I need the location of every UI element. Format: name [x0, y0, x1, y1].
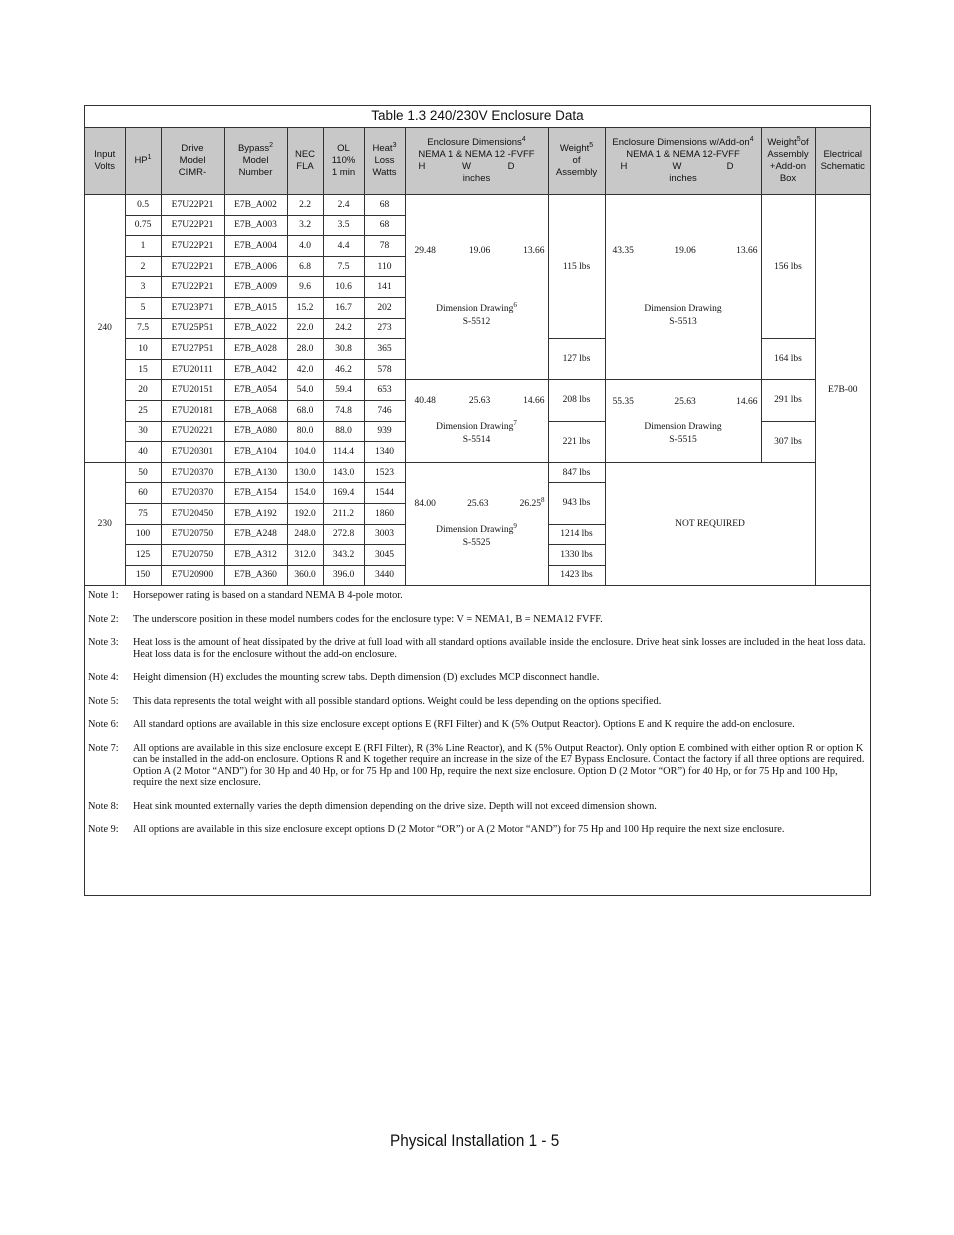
weight-cell: 847 lbs [548, 462, 605, 483]
table-row: 100 E7U20750 E7B_A248 248.0 272.8 3003 1214 lbs [85, 524, 870, 545]
weight-cell: 1330 lbs [548, 545, 605, 566]
table-row: 1 E7U22P21 E7B_A004 4.0 4.4 78 [85, 236, 870, 257]
weight-cell: 1214 lbs [548, 524, 605, 545]
page-footer: Physical Installation 1 - 5 [390, 1131, 560, 1150]
header-enclosure-dimensions: Enclosure Dimensions$^4$ NEMA 1 & NEMA 12 -FVFF H W D inches [405, 128, 548, 195]
weight-cell: 115 lbs [548, 195, 605, 339]
weight-cell: 943 lbs [548, 483, 605, 524]
header-drive-model: Drive Model CIMR- [161, 128, 224, 195]
dimensions-hwd: 29.48 19.06 13.66 [414, 246, 545, 257]
enclosure-data-table [85, 128, 870, 586]
table-row: 15 E7U20111 E7B_A042 42.0 46.2 578 [85, 359, 870, 380]
enclosure-data-table-frame [84, 105, 871, 896]
header-weight-of-assembly: Weight$^5$ of Assembly [548, 128, 605, 195]
addon-weight-cell: 164 lbs [761, 339, 815, 380]
table-caption: Table 1.3 240/230V Enclosure Data [85, 106, 870, 128]
table-row: 240 0.5 E7U22P21 E7B_A002 2.2 2.4 68 29.48 19.06 13.66 Dimension Drawing$^6$ S-5512 115 lbs 43.35 19.06 13.66 Dimension Drawing S-5513 156 lbs E7B-00 [85, 195, 870, 216]
table-row: 125 E7U20750 E7B_A312 312.0 343.2 3045 1330 lbs [85, 545, 870, 566]
table-row: 150 E7U20900 E7B_A360 360.0 396.0 3440 1423 lbs [85, 565, 870, 586]
table-row: 3 E7U22P21 E7B_A009 9.6 10.6 141 [85, 277, 870, 298]
table-row: 0.75 E7U22P21 E7B_A003 3.2 3.5 68 [85, 215, 870, 236]
note-item: Note 4: Height dimension (H) excludes the mounting screw tabs. Depth dimension (D) excludes MCP disconnect handle. [88, 672, 600, 684]
addon-dimensions-group-1: 43.35 19.06 13.66 Dimension Drawing S-5513 [605, 195, 761, 380]
header-addon-weight: Weight$^5$of Assembly +Add-on Box [761, 128, 815, 195]
note-item: Note 8: Heat sink mounted externally varies the depth dimension depending on the drive size. Depth will not exceed dimension shown. [88, 800, 657, 812]
weight-cell: 221 lbs [548, 421, 605, 462]
header-input-volts: Input Volts [85, 128, 125, 195]
table-row: 60 E7U20370 E7B_A154 154.0 169.4 1544 943 lbs [85, 483, 870, 504]
enclosure-dimensions-group-3: 84.00 25.63 26.25$^8$ Dimension Drawing$^9$ S-5525 [405, 462, 548, 586]
note-item: Note 3: Heat loss is the amount of heat dissipated by the drive at full load with all standard options available inside the enclosure. Drive heat sink losses are included in the heat loss data. Heat loss data is for the enclosure without the add-on enclosure. [88, 637, 866, 660]
addon-dimensions-group-2: 55.35 25.63 14.66 Dimension Drawing S-5515 [605, 380, 761, 462]
weight-cell: 1423 lbs [548, 565, 605, 586]
table-notes [85, 586, 870, 836]
electrical-schematic-cell: E7B-00 [815, 195, 870, 586]
table-row: 5 E7U23P71 E7B_A015 15.2 16.7 202 [85, 297, 870, 318]
table-row: 40 E7U20301 E7B_A104 104.0 114.4 1340 [85, 442, 870, 463]
enclosure-dimensions-group-1: 29.48 19.06 13.66 Dimension Drawing$^6$ S-5512 [405, 195, 548, 380]
header-nec-fla: NEC FLA [287, 128, 323, 195]
header-heat-loss: Heat$^3$ Loss Watts [364, 128, 405, 195]
input-volts-240: 240 [85, 195, 125, 463]
weight-cell: 127 lbs [548, 339, 605, 380]
header-addon-dimensions: Enclosure Dimensions $w/Add-on^4$ NEMA 1 & NEMA 12-FVFF H W D inches [605, 128, 761, 195]
enclosure-dimensions-group-2: 40.48 25.63 14.66 Dimension Drawing$^7$ S-5514 [405, 380, 548, 462]
note-item: Note 6: All standard options are available in this size enclosure except options E (RFI Filter) and K (5% Output Reactor). Options E and K require the add-on enclosure. [88, 719, 795, 731]
addon-weight-cell: 291 lbs [761, 380, 815, 421]
table-row: 10 E7U27P51 E7B_A028 28.0 30.8 365 127 lbs 164 lbs [85, 339, 870, 360]
input-volts-230: 230 [85, 462, 125, 586]
note-item: Note 7: All options are available in this size enclosure except E (RFI Filter), R (3% Line Reactor), and K (5% Output Reactor). Only option E combined with either option R or option K can be installed in the add-on enclosure. Options R and K together require an increase in the size of the E7 Bypass Enclosure. Contact the factory if all three options are required. Option A (2 Motor “AND”) for 30 Hp and 40 Hp, or for 75 Hp and 100 Hp, require the next size enclosure. Option D (2 Motor “OR”) for 40 Hp, or for 75 Hp and 100 Hp, require the next size enclosure. [88, 742, 865, 789]
not-required-cell: NOT REQUIRED [605, 462, 815, 586]
header-bypass-model: Bypass$^2$ Model Number [224, 128, 287, 195]
header-ol: OL 110% 1 min [323, 128, 364, 195]
header-hp: $HP^1$ [125, 128, 161, 195]
table-row: 30 E7U20221 E7B_A080 80.0 88.0 939 221 lbs 307 lbs [85, 421, 870, 442]
note-item: Note 9: All options are available in this size enclosure except options D (2 Motor “OR”) or A (2 Motor “AND”) for 75 Hp and 100 Hp require the next size enclosure. [88, 824, 785, 836]
table-row: 2 E7U22P21 E7B_A006 6.8 7.5 110 [85, 256, 870, 277]
note-item: Note 1: Horsepower rating is based on a standard NEMA B 4-pole motor. [88, 590, 403, 602]
weight-cell: 208 lbs [548, 380, 605, 421]
table-row: 25 E7U20181 E7B_A068 68.0 74.8 746 [85, 400, 870, 421]
note-item: Note 5: This data represents the total weight with all possible standard options. Weight could be less depending on the options specified. [88, 695, 662, 707]
table-row: 230 50 E7U20370 E7B_A130 130.0 143.0 1523 84.00 25.63 26.25$^8$ Dimension Drawing$^9$ S-5525 847 lbs NOT REQUIRED [85, 462, 870, 483]
header-electrical-schematic: Electrical Schematic [815, 128, 870, 195]
note-item: Note 2: The underscore position in these model numbers codes for the enclosure type: V = NEMA1, B = NEMA12 FVFF. [88, 613, 603, 625]
addon-weight-cell: 156 lbs [761, 195, 815, 339]
table-row: 75 E7U20450 E7B_A192 192.0 211.2 1860 [85, 503, 870, 524]
addon-weight-cell: 307 lbs [761, 421, 815, 462]
table-row: 7.5 E7U25P51 E7B_A022 22.0 24.2 273 [85, 318, 870, 339]
table-row: 20 E7U20151 E7B_A054 54.0 59.4 653 40.48 25.63 14.66 Dimension Drawing$^7$ S-5514 208 lbs 55.35 25.63 14.66 Dimension Drawing S-5515 291 lbs [85, 380, 870, 401]
table-header-row [85, 128, 870, 195]
